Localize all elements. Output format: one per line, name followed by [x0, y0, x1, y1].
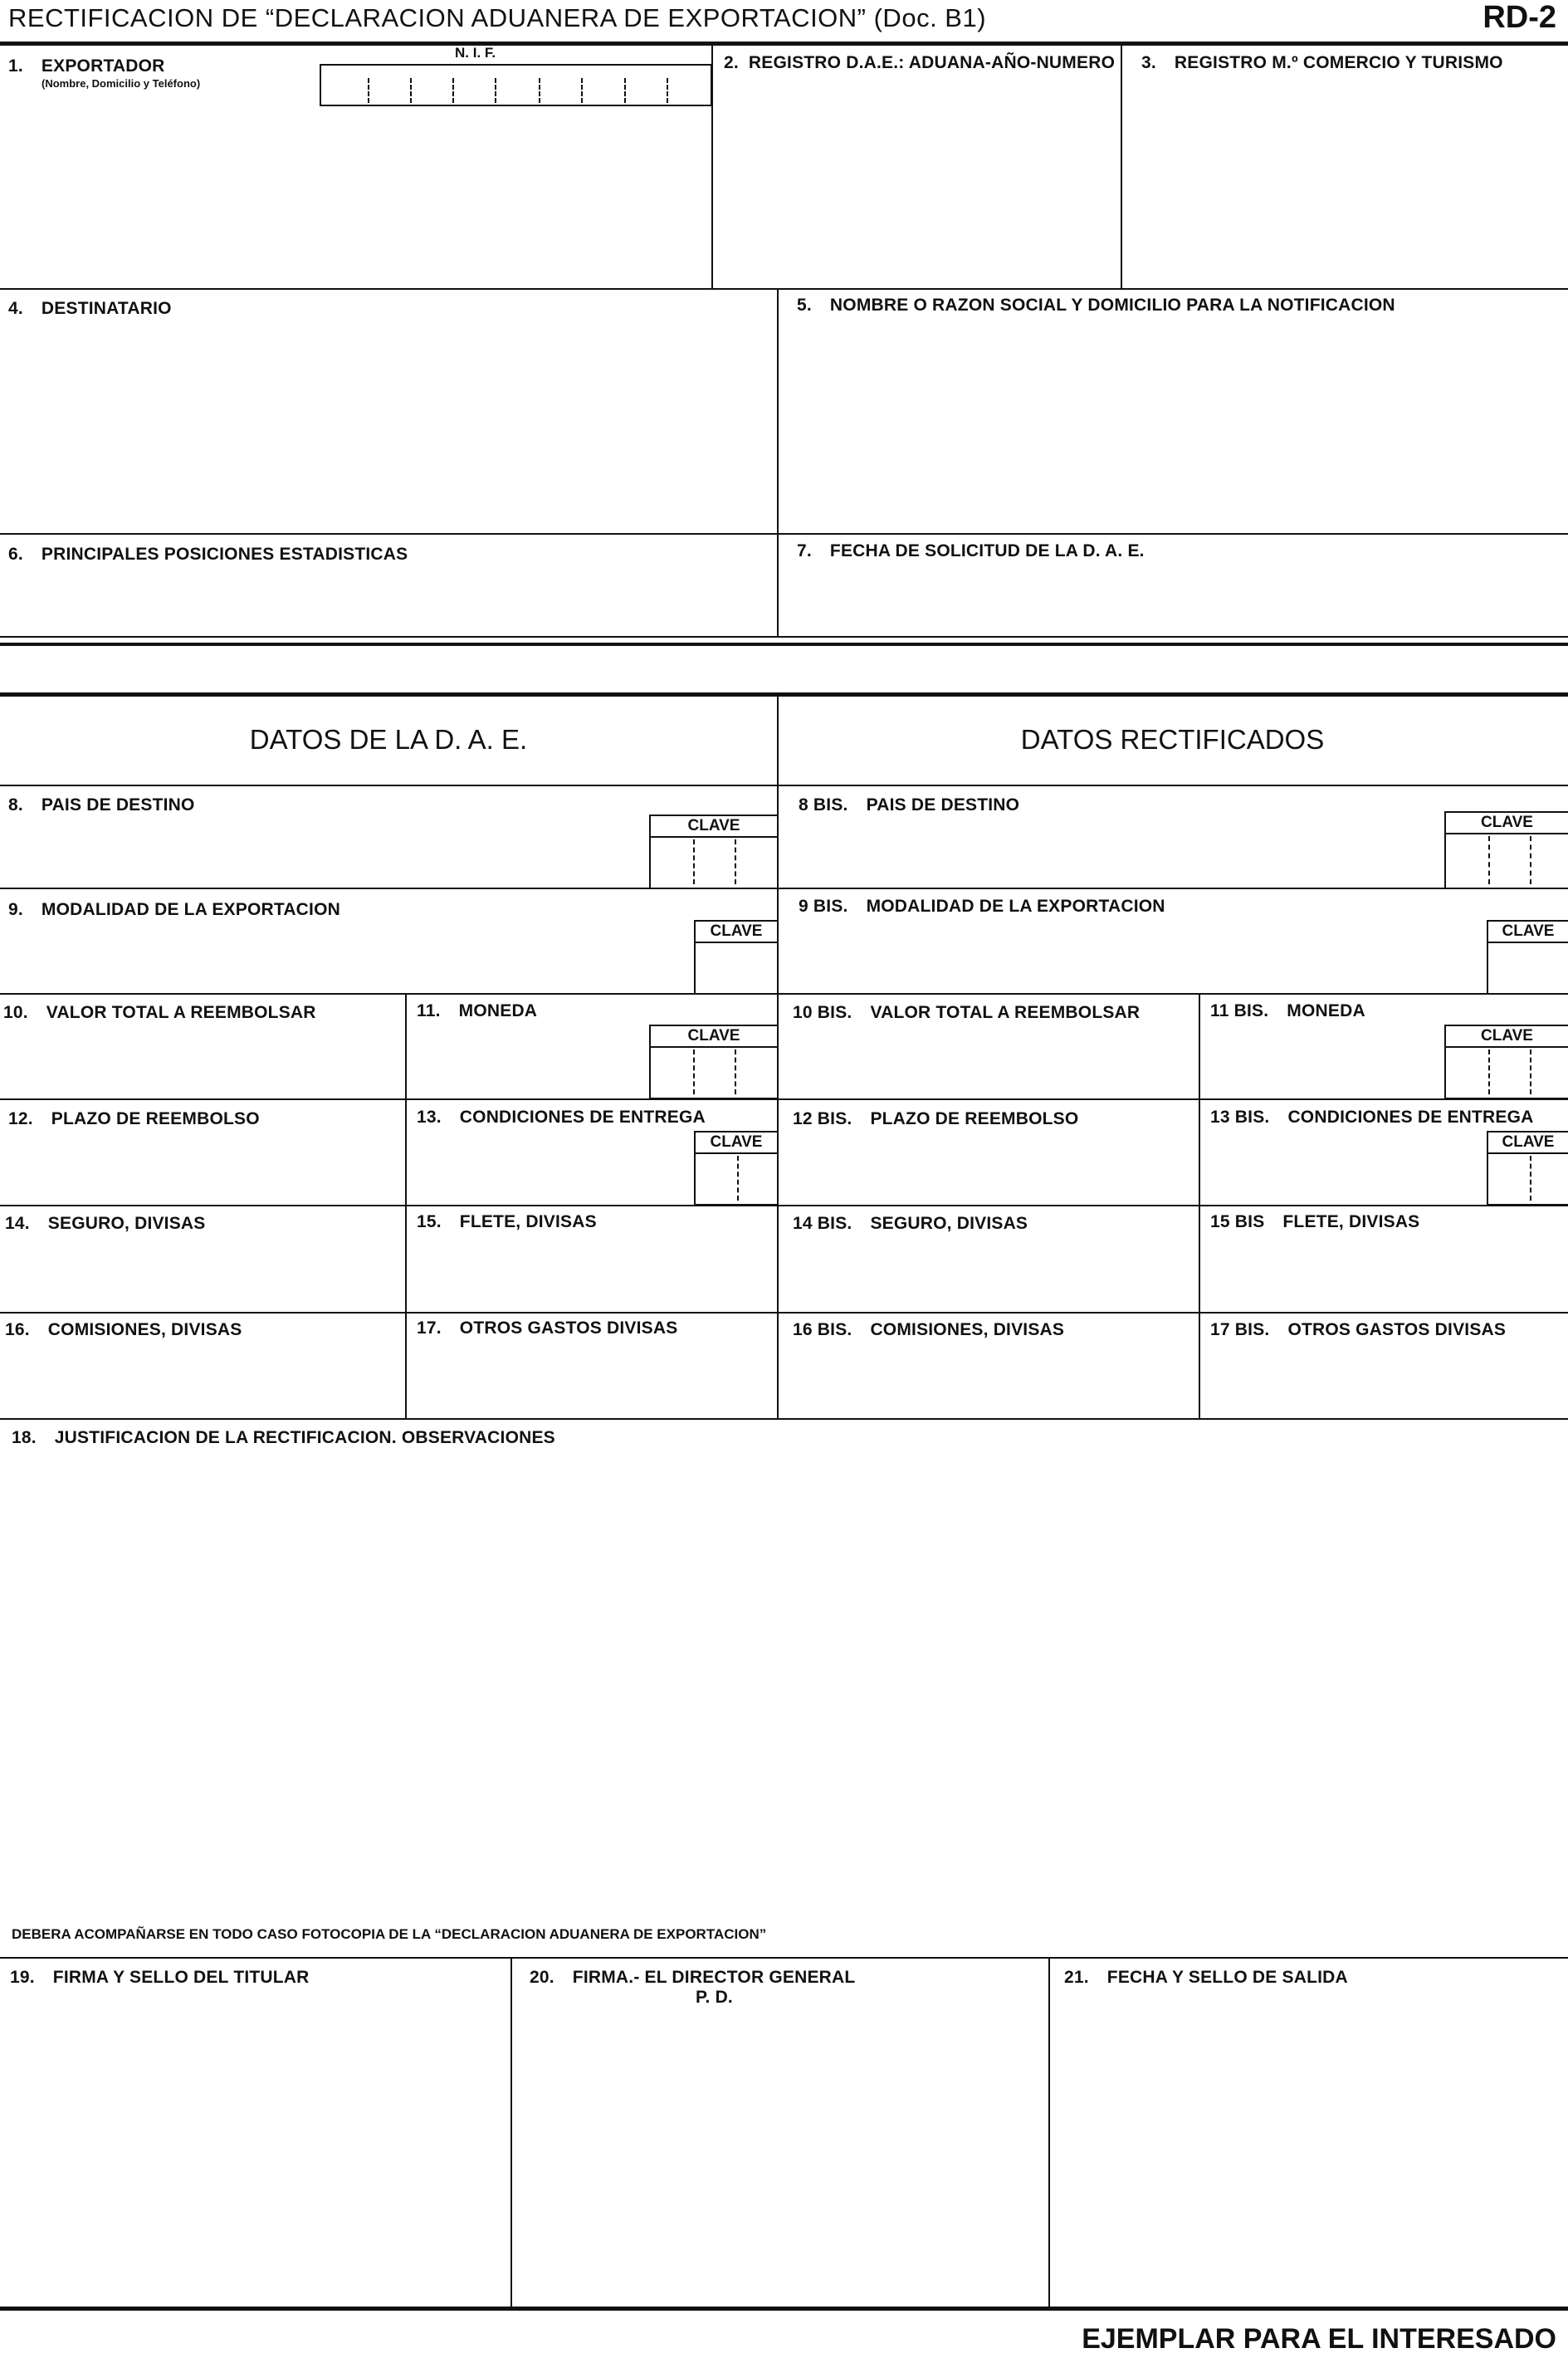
- field-6-label: 6. PRINCIPALES POSICIONES ESTADISTICAS: [8, 545, 408, 564]
- field-20-sublabel: P. D.: [696, 1988, 733, 2007]
- field-11-clave-box[interactable]: CLAVE: [649, 1025, 779, 1099]
- field-9-clave-box[interactable]: CLAVE: [694, 920, 779, 995]
- signature-director-area[interactable]: [512, 2009, 1048, 2300]
- field-12bis-label: 12 BIS. PLAZO DE REEMBOLSO: [793, 1109, 1079, 1128]
- top-rule: [0, 42, 1568, 46]
- field-13-clave-box[interactable]: CLAVE: [694, 1131, 779, 1206]
- section-left-title: DATOS DE LA D. A. E.: [249, 724, 528, 755]
- field-10bis-label: 10 BIS. VALOR TOTAL A REEMBOLSAR: [793, 1003, 1141, 1022]
- form-code: RD-2: [1483, 0, 1556, 35]
- field-8-clave-box[interactable]: CLAVE: [649, 815, 779, 889]
- field-10-label: 10. VALOR TOTAL A REEMBOLSAR: [3, 1003, 316, 1022]
- field-21-label: 21. FECHA Y SELLO DE SALIDA: [1064, 1968, 1348, 1987]
- field-9bis-clave-box[interactable]: CLAVE: [1487, 920, 1568, 995]
- field-9bis-label: 9 BIS. MODALIDAD DE LA EXPORTACION: [799, 897, 1165, 916]
- field-2-label: 2. REGISTRO D.A.E.: ADUANA-AÑO-NUMERO: [724, 53, 1116, 72]
- field-16bis-label: 16 BIS. COMISIONES, DIVISAS: [793, 1320, 1065, 1339]
- field-14bis-label: 14 BIS. SEGURO, DIVISAS: [793, 1214, 1028, 1233]
- nif-input[interactable]: [320, 64, 712, 106]
- field-13-label: 13. CONDICIONES DE ENTREGA: [417, 1108, 706, 1127]
- field-18-label: 18. JUSTIFICACION DE LA RECTIFICACION. OBSERVACIONES: [12, 1428, 555, 1447]
- field-7-label: 7. FECHA DE SOLICITUD DE LA D. A. E.: [797, 541, 1145, 560]
- field-4-label: 4. DESTINATARIO: [8, 299, 172, 318]
- field-8-label: 8. PAIS DE DESTINO: [8, 795, 195, 815]
- field-15bis-label: 15 BIS FLETE, DIVISAS: [1210, 1212, 1420, 1231]
- field-15-label: 15. FLETE, DIVISAS: [417, 1212, 597, 1231]
- form-title: RECTIFICACION DE “DECLARACION ADUANERA DE EXPORTACION” (Doc. B1): [8, 3, 987, 32]
- field-13bis-label: 13 BIS. CONDICIONES DE ENTREGA: [1210, 1108, 1534, 1127]
- copy-designation: EJEMPLAR PARA EL INTERESADO: [1082, 2323, 1556, 2355]
- nif-label: N. I. F.: [455, 45, 496, 61]
- field-11bis-clave-box[interactable]: CLAVE: [1444, 1025, 1568, 1099]
- photocopy-note: DEBERA ACOMPAÑARSE EN TODO CASO FOTOCOPIA DE LA “DECLARACION ADUANERA DE EXPORTACION”: [12, 1926, 767, 1942]
- field-5-label: 5. NOMBRE O RAZON SOCIAL Y DOMICILIO PARA LA NOTIFICACION: [797, 296, 1395, 315]
- field-8bis-clave-box[interactable]: CLAVE: [1444, 811, 1568, 889]
- field-18-text-area[interactable]: [0, 1453, 1568, 1901]
- field-11-label: 11. MONEDA: [417, 1001, 538, 1020]
- field-17bis-label: 17 BIS. OTROS GASTOS DIVISAS: [1210, 1320, 1507, 1339]
- field-9-label: 9. MODALIDAD DE LA EXPORTACION: [8, 900, 340, 919]
- field-16-label: 16. COMISIONES, DIVISAS: [5, 1320, 242, 1339]
- stamp-date-area[interactable]: [1050, 1993, 1568, 2300]
- field-13bis-clave-box[interactable]: CLAVE: [1487, 1131, 1568, 1206]
- section-right-title: DATOS RECTIFICADOS: [1020, 724, 1325, 755]
- field-3-label: 3. REGISTRO M.º COMERCIO Y TURISMO: [1141, 53, 1503, 72]
- field-8bis-label: 8 BIS. PAIS DE DESTINO: [799, 795, 1020, 815]
- field-11bis-label: 11 BIS. MONEDA: [1210, 1001, 1365, 1020]
- field-14-label: 14. SEGURO, DIVISAS: [5, 1214, 206, 1233]
- field-1-label: 1. EXPORTADOR: [8, 56, 165, 76]
- field-1-sublabel: (Nombre, Domicilio y Teléfono): [42, 77, 201, 90]
- field-20-label: 20. FIRMA.- EL DIRECTOR GENERAL: [530, 1968, 856, 1987]
- field-12-label: 12. PLAZO DE REEMBOLSO: [8, 1109, 260, 1128]
- field-17-label: 17. OTROS GASTOS DIVISAS: [417, 1318, 678, 1338]
- field-19-label: 19. FIRMA Y SELLO DEL TITULAR: [10, 1968, 310, 1987]
- signature-titular-area[interactable]: [0, 1993, 510, 2300]
